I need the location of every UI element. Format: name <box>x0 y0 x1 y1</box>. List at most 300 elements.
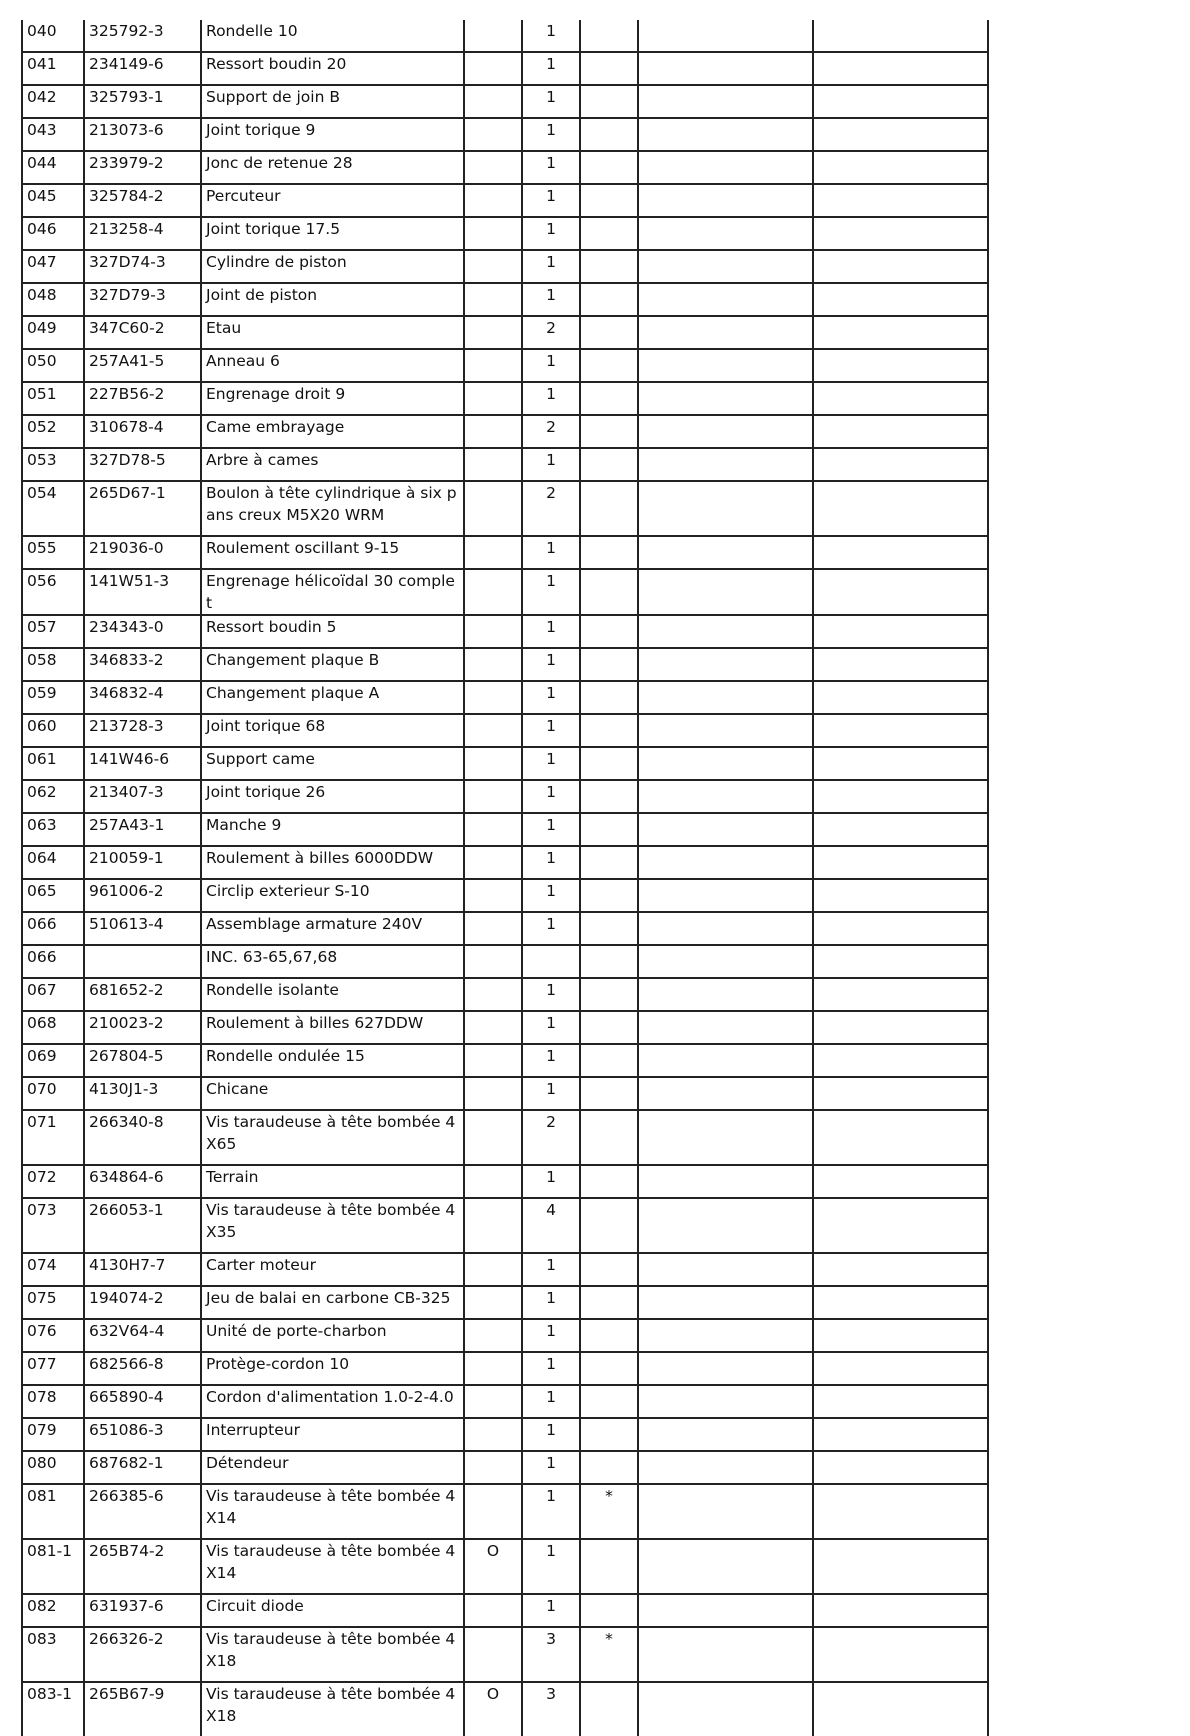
empty-cell <box>638 85 813 118</box>
note-cell <box>580 1110 638 1165</box>
option-cell <box>464 20 522 52</box>
item-number-cell: 072 <box>22 1165 84 1198</box>
part-number-cell: 325792-3 <box>84 20 201 52</box>
part-number-cell: 325784-2 <box>84 184 201 217</box>
empty-cell <box>813 217 988 250</box>
table-row <box>22 648 988 681</box>
table-row <box>22 151 988 184</box>
option-cell <box>464 978 522 1011</box>
item-number-cell: 059 <box>22 681 84 714</box>
option-cell <box>464 879 522 912</box>
note-cell <box>580 118 638 151</box>
item-number-cell: 054 <box>22 481 84 536</box>
description-cell: Engrenage hélicoïdal 30 complet <box>201 569 464 615</box>
option-cell <box>464 681 522 714</box>
empty-cell <box>813 681 988 714</box>
quantity-cell: 3 <box>522 1627 580 1682</box>
empty-cell <box>813 978 988 1011</box>
part-number-cell: 327D74-3 <box>84 250 201 283</box>
description-cell: Roulement oscillant 9-15 <box>201 536 464 569</box>
option-cell <box>464 1594 522 1627</box>
option-cell <box>464 448 522 481</box>
part-number-cell: 234149-6 <box>84 52 201 85</box>
empty-cell <box>638 316 813 349</box>
description-cell: Jeu de balai en carbone CB-325 <box>201 1286 464 1319</box>
table-row <box>22 1385 988 1418</box>
item-number-cell: 082 <box>22 1594 84 1627</box>
part-number-cell: 257A41-5 <box>84 349 201 382</box>
empty-cell <box>813 813 988 846</box>
quantity-cell: 1 <box>522 879 580 912</box>
option-cell <box>464 747 522 780</box>
item-number-cell: 073 <box>22 1198 84 1253</box>
quantity-cell: 1 <box>522 184 580 217</box>
empty-cell <box>813 648 988 681</box>
table-row <box>22 978 988 1011</box>
empty-cell <box>813 481 988 536</box>
part-number-cell: 346832-4 <box>84 681 201 714</box>
empty-cell <box>638 1418 813 1451</box>
option-cell <box>464 382 522 415</box>
quantity-cell: 1 <box>522 747 580 780</box>
empty-cell <box>638 1451 813 1484</box>
table-row <box>22 52 988 85</box>
note-cell <box>580 217 638 250</box>
note-cell <box>580 1044 638 1077</box>
quantity-cell: 1 <box>522 846 580 879</box>
quantity-cell: 2 <box>522 415 580 448</box>
empty-cell <box>813 1198 988 1253</box>
empty-cell <box>813 1682 988 1736</box>
empty-cell <box>813 184 988 217</box>
quantity-cell: 1 <box>522 1286 580 1319</box>
empty-cell <box>638 118 813 151</box>
item-number-cell: 053 <box>22 448 84 481</box>
description-cell: Rondelle 10 <box>201 20 464 52</box>
option-cell <box>464 912 522 945</box>
part-number-cell: 327D79-3 <box>84 283 201 316</box>
empty-cell <box>813 536 988 569</box>
empty-cell <box>638 1484 813 1539</box>
empty-cell <box>813 151 988 184</box>
quantity-cell: 1 <box>522 714 580 747</box>
empty-cell <box>638 1352 813 1385</box>
part-number-cell: 266340-8 <box>84 1110 201 1165</box>
description-cell: Came embrayage <box>201 415 464 448</box>
description-cell: Changement plaque B <box>201 648 464 681</box>
table-row <box>22 250 988 283</box>
item-number-cell: 061 <box>22 747 84 780</box>
item-number-cell: 043 <box>22 118 84 151</box>
description-cell: Détendeur <box>201 1451 464 1484</box>
option-cell <box>464 813 522 846</box>
part-number-cell: 210023-2 <box>84 1011 201 1044</box>
item-number-cell: 074 <box>22 1253 84 1286</box>
empty-cell <box>638 52 813 85</box>
part-number-cell: 219036-0 <box>84 536 201 569</box>
empty-cell <box>638 382 813 415</box>
description-cell: Rondelle isolante <box>201 978 464 1011</box>
part-number-cell: 346833-2 <box>84 648 201 681</box>
item-number-cell: 042 <box>22 85 84 118</box>
table-row <box>22 118 988 151</box>
note-cell <box>580 536 638 569</box>
quantity-cell: 1 <box>522 912 580 945</box>
description-cell: Ressort boudin 20 <box>201 52 464 85</box>
description-cell: Manche 9 <box>201 813 464 846</box>
table-row <box>22 1682 988 1736</box>
table-row <box>22 846 988 879</box>
item-number-cell: 083 <box>22 1627 84 1682</box>
empty-cell <box>813 316 988 349</box>
note-cell <box>580 978 638 1011</box>
description-cell: Engrenage droit 9 <box>201 382 464 415</box>
quantity-cell: 1 <box>522 1539 580 1594</box>
part-number-cell: 510613-4 <box>84 912 201 945</box>
option-cell <box>464 1011 522 1044</box>
empty-cell <box>813 1385 988 1418</box>
empty-cell <box>638 648 813 681</box>
empty-cell <box>813 1484 988 1539</box>
note-cell <box>580 780 638 813</box>
option-cell <box>464 415 522 448</box>
note-cell <box>580 681 638 714</box>
empty-cell <box>813 448 988 481</box>
option-cell <box>464 945 522 978</box>
empty-cell <box>638 1385 813 1418</box>
item-number-cell: 060 <box>22 714 84 747</box>
part-number-cell: 194074-2 <box>84 1286 201 1319</box>
table-row <box>22 283 988 316</box>
description-cell: Etau <box>201 316 464 349</box>
part-number-cell: 233979-2 <box>84 151 201 184</box>
item-number-cell: 045 <box>22 184 84 217</box>
quantity-cell: 1 <box>522 1044 580 1077</box>
empty-cell <box>638 714 813 747</box>
option-cell <box>464 1627 522 1682</box>
note-cell <box>580 813 638 846</box>
note-cell: * <box>580 1627 638 1682</box>
note-cell <box>580 481 638 536</box>
table-row <box>22 1418 988 1451</box>
part-number-cell: 665890-4 <box>84 1385 201 1418</box>
option-cell <box>464 536 522 569</box>
note-cell <box>580 1539 638 1594</box>
table-row <box>22 85 988 118</box>
empty-cell <box>638 1253 813 1286</box>
item-number-cell: 066 <box>22 945 84 978</box>
part-number-cell <box>84 945 201 978</box>
quantity-cell: 1 <box>522 217 580 250</box>
table-row <box>22 945 988 978</box>
table-row <box>22 448 988 481</box>
empty-cell <box>638 747 813 780</box>
empty-cell <box>638 813 813 846</box>
empty-cell <box>638 481 813 536</box>
note-cell <box>580 1286 638 1319</box>
empty-cell <box>813 1627 988 1682</box>
option-cell <box>464 1451 522 1484</box>
quantity-cell: 2 <box>522 316 580 349</box>
part-number-cell: 265B74-2 <box>84 1539 201 1594</box>
quantity-cell <box>522 945 580 978</box>
empty-cell <box>638 536 813 569</box>
note-cell <box>580 250 638 283</box>
empty-cell <box>638 1319 813 1352</box>
part-number-cell: 310678-4 <box>84 415 201 448</box>
item-number-cell: 067 <box>22 978 84 1011</box>
quantity-cell: 1 <box>522 1594 580 1627</box>
quantity-cell: 2 <box>522 481 580 536</box>
note-cell <box>580 415 638 448</box>
empty-cell <box>638 978 813 1011</box>
part-number-cell: 634864-6 <box>84 1165 201 1198</box>
description-cell: Percuteur <box>201 184 464 217</box>
item-number-cell: 047 <box>22 250 84 283</box>
parts-table-body <box>22 20 988 1736</box>
description-cell: INC. 63-65,67,68 <box>201 945 464 978</box>
part-number-cell: 234343-0 <box>84 615 201 648</box>
table-row <box>22 217 988 250</box>
empty-cell <box>813 714 988 747</box>
empty-cell <box>638 415 813 448</box>
item-number-cell: 058 <box>22 648 84 681</box>
part-number-cell: 327D78-5 <box>84 448 201 481</box>
part-number-cell: 141W46-6 <box>84 747 201 780</box>
empty-cell <box>813 1044 988 1077</box>
part-number-cell: 961006-2 <box>84 879 201 912</box>
empty-cell <box>813 1539 988 1594</box>
description-cell: Support de join B <box>201 85 464 118</box>
option-cell <box>464 615 522 648</box>
description-cell: Joint torique 9 <box>201 118 464 151</box>
empty-cell <box>638 20 813 52</box>
quantity-cell: 1 <box>522 85 580 118</box>
empty-cell <box>638 615 813 648</box>
item-number-cell: 081-1 <box>22 1539 84 1594</box>
description-cell: Rondelle ondulée 15 <box>201 1044 464 1077</box>
item-number-cell: 044 <box>22 151 84 184</box>
empty-cell <box>813 118 988 151</box>
item-number-cell: 046 <box>22 217 84 250</box>
option-cell <box>464 118 522 151</box>
option-cell <box>464 1110 522 1165</box>
part-number-cell: 687682-1 <box>84 1451 201 1484</box>
empty-cell <box>813 1165 988 1198</box>
option-cell <box>464 648 522 681</box>
option-cell <box>464 217 522 250</box>
empty-cell <box>638 681 813 714</box>
empty-cell <box>638 879 813 912</box>
description-cell: Cylindre de piston <box>201 250 464 283</box>
empty-cell <box>638 1044 813 1077</box>
empty-cell <box>638 1627 813 1682</box>
note-cell <box>580 20 638 52</box>
option-cell <box>464 1253 522 1286</box>
description-cell: Vis taraudeuse à tête bombée 4X14 <box>201 1539 464 1594</box>
empty-cell <box>813 879 988 912</box>
quantity-cell: 1 <box>522 52 580 85</box>
description-cell: Unité de porte-charbon <box>201 1319 464 1352</box>
item-number-cell: 051 <box>22 382 84 415</box>
item-number-cell: 077 <box>22 1352 84 1385</box>
description-cell: Anneau 6 <box>201 349 464 382</box>
note-cell <box>580 1418 638 1451</box>
quantity-cell: 1 <box>522 1451 580 1484</box>
empty-cell <box>638 1286 813 1319</box>
description-cell: Assemblage armature 240V <box>201 912 464 945</box>
empty-cell <box>813 1418 988 1451</box>
option-cell <box>464 1044 522 1077</box>
note-cell <box>580 1165 638 1198</box>
table-row <box>22 747 988 780</box>
option-cell <box>464 780 522 813</box>
empty-cell <box>638 1110 813 1165</box>
item-number-cell: 075 <box>22 1286 84 1319</box>
empty-cell <box>813 1451 988 1484</box>
note-cell <box>580 1594 638 1627</box>
item-number-cell: 048 <box>22 283 84 316</box>
item-number-cell: 065 <box>22 879 84 912</box>
empty-cell <box>813 349 988 382</box>
note-cell <box>580 151 638 184</box>
quantity-cell: 1 <box>522 615 580 648</box>
option-cell <box>464 349 522 382</box>
table-row <box>22 879 988 912</box>
empty-cell <box>638 569 813 615</box>
empty-cell <box>638 448 813 481</box>
empty-cell <box>638 250 813 283</box>
table-row <box>22 1484 988 1539</box>
table-row <box>22 1077 988 1110</box>
empty-cell <box>813 1253 988 1286</box>
part-number-cell: 213258-4 <box>84 217 201 250</box>
quantity-cell: 1 <box>522 448 580 481</box>
description-cell: Vis taraudeuse à tête bombée 4X18 <box>201 1682 464 1736</box>
empty-cell <box>813 747 988 780</box>
option-cell <box>464 316 522 349</box>
table-row <box>22 1319 988 1352</box>
item-number-cell: 070 <box>22 1077 84 1110</box>
empty-cell <box>638 184 813 217</box>
option-cell <box>464 1165 522 1198</box>
table-row <box>22 20 988 52</box>
note-cell <box>580 1682 638 1736</box>
quantity-cell: 3 <box>522 1682 580 1736</box>
description-cell: Roulement à billes 6000DDW <box>201 846 464 879</box>
part-number-cell: 257A43-1 <box>84 813 201 846</box>
empty-cell <box>813 382 988 415</box>
table-row <box>22 349 988 382</box>
item-number-cell: 063 <box>22 813 84 846</box>
empty-cell <box>638 1198 813 1253</box>
part-number-cell: 681652-2 <box>84 978 201 1011</box>
option-cell <box>464 1352 522 1385</box>
part-number-cell: 682566-8 <box>84 1352 201 1385</box>
note-cell <box>580 283 638 316</box>
quantity-cell: 1 <box>522 1165 580 1198</box>
empty-cell <box>638 1077 813 1110</box>
quantity-cell: 1 <box>522 648 580 681</box>
table-row <box>22 1627 988 1682</box>
part-number-cell: 213073-6 <box>84 118 201 151</box>
description-cell: Protège-cordon 10 <box>201 1352 464 1385</box>
quantity-cell: 1 <box>522 349 580 382</box>
empty-cell <box>638 151 813 184</box>
empty-cell <box>813 1110 988 1165</box>
option-cell <box>464 481 522 536</box>
description-cell: Vis taraudeuse à tête bombée 4X35 <box>201 1198 464 1253</box>
quantity-cell: 1 <box>522 569 580 615</box>
part-number-cell: 347C60-2 <box>84 316 201 349</box>
table-row <box>22 912 988 945</box>
item-number-cell: 055 <box>22 536 84 569</box>
description-cell: Vis taraudeuse à tête bombée 4X14 <box>201 1484 464 1539</box>
empty-cell <box>813 1352 988 1385</box>
quantity-cell: 1 <box>522 1011 580 1044</box>
table-row <box>22 1352 988 1385</box>
description-cell: Ressort boudin 5 <box>201 615 464 648</box>
option-cell: O <box>464 1682 522 1736</box>
quantity-cell: 1 <box>522 250 580 283</box>
note-cell <box>580 1385 638 1418</box>
option-cell <box>464 52 522 85</box>
table-row <box>22 1594 988 1627</box>
empty-cell <box>813 912 988 945</box>
option-cell <box>464 569 522 615</box>
description-cell: Joint torique 68 <box>201 714 464 747</box>
item-number-cell: 080 <box>22 1451 84 1484</box>
empty-cell <box>813 52 988 85</box>
note-cell <box>580 1198 638 1253</box>
empty-cell <box>813 569 988 615</box>
note-cell <box>580 846 638 879</box>
note-cell <box>580 648 638 681</box>
description-cell: Circlip exterieur S-10 <box>201 879 464 912</box>
description-cell: Carter moteur <box>201 1253 464 1286</box>
description-cell: Interrupteur <box>201 1418 464 1451</box>
option-cell: O <box>464 1539 522 1594</box>
note-cell <box>580 879 638 912</box>
table-row <box>22 536 988 569</box>
item-number-cell: 049 <box>22 316 84 349</box>
item-number-cell: 052 <box>22 415 84 448</box>
table-row <box>22 415 988 448</box>
quantity-cell: 1 <box>522 780 580 813</box>
table-row <box>22 681 988 714</box>
description-cell: Vis taraudeuse à tête bombée 4X18 <box>201 1627 464 1682</box>
item-number-cell: 066 <box>22 912 84 945</box>
item-number-cell: 041 <box>22 52 84 85</box>
item-number-cell: 069 <box>22 1044 84 1077</box>
note-cell <box>580 85 638 118</box>
note-cell <box>580 382 638 415</box>
option-cell <box>464 184 522 217</box>
note-cell <box>580 912 638 945</box>
note-cell <box>580 448 638 481</box>
part-number-cell: 632V64-4 <box>84 1319 201 1352</box>
quantity-cell: 1 <box>522 20 580 52</box>
table-row <box>22 569 988 615</box>
part-number-cell: 141W51-3 <box>84 569 201 615</box>
table-row <box>22 1198 988 1253</box>
description-cell: Changement plaque A <box>201 681 464 714</box>
table-row <box>22 1044 988 1077</box>
part-number-cell: 213407-3 <box>84 780 201 813</box>
description-cell: Arbre à cames <box>201 448 464 481</box>
item-number-cell: 071 <box>22 1110 84 1165</box>
description-cell: Terrain <box>201 1165 464 1198</box>
